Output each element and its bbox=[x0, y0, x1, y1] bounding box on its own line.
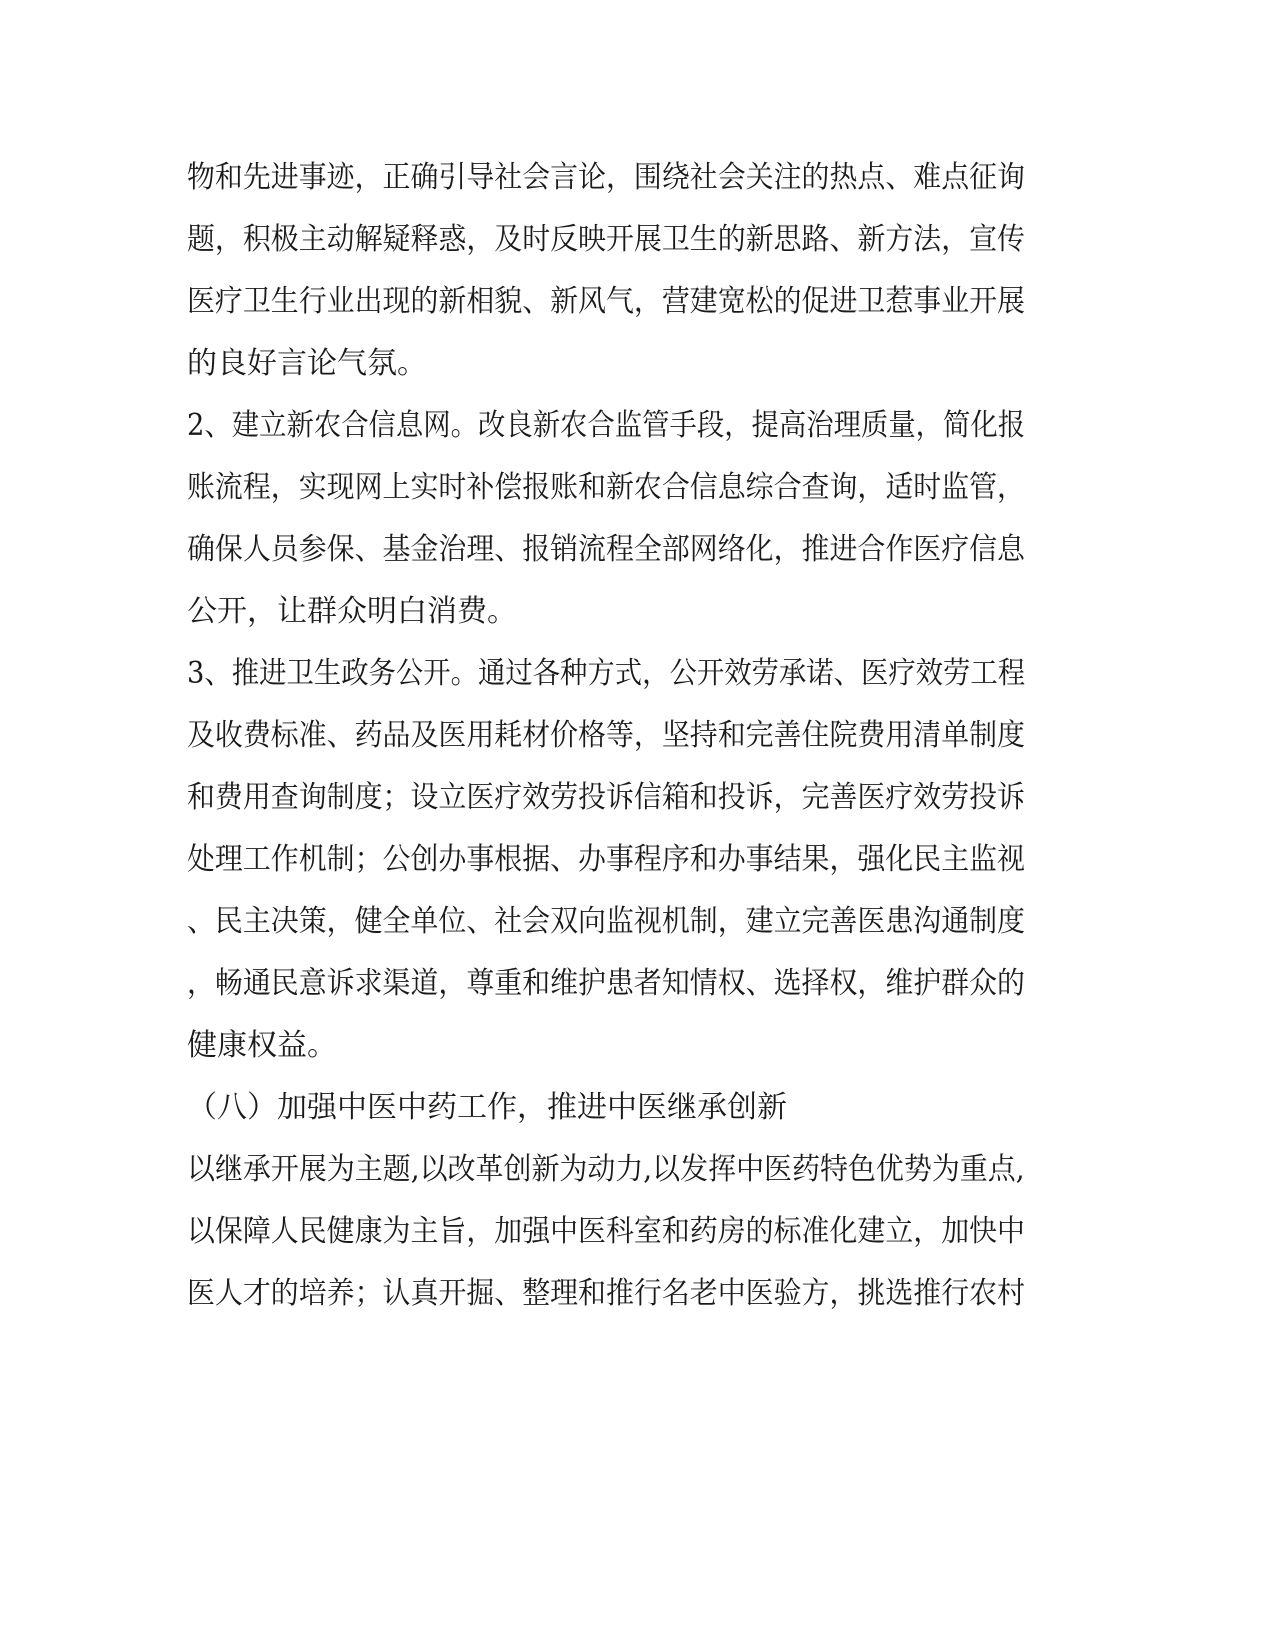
text-line: 的良好言论气氛。 bbox=[187, 346, 427, 381]
numbered-item-2: 2、建立新农合信息网。改良新农合监管手段，提高治理质量，简化报 bbox=[187, 408, 1026, 443]
text-line: 和费用查询制度；设立医疗效劳投诉信箱和投诉，完善医疗效劳投诉 bbox=[187, 780, 1025, 815]
text-line: ，畅通民意诉求渠道，尊重和维护患者知情权、选择权，维护群众的 bbox=[187, 966, 1025, 1001]
text-line: 健康权益。 bbox=[187, 1028, 337, 1063]
text-line: 处理工作机制；公创办事根据、办事程序和办事结果，强化民主监视 bbox=[187, 842, 1025, 877]
text-line: 及收费标准、药品及医用耗材价格等，坚持和完善住院费用清单制度 bbox=[187, 718, 1025, 753]
text-line: 以继承开展为主题,以改革创新为动力,以发挥中医药特色优势为重点, bbox=[187, 1152, 1025, 1187]
numbered-item-3: 3、推进卫生政务公开。通过各种方式，公开效劳承诺、医疗效劳工程 bbox=[187, 656, 1026, 691]
text-line: 医疗卫生行业出现的新相貌、新风气，营建宽松的促进卫惹事业开展 bbox=[187, 284, 1025, 319]
text-line: 以保障人民健康为主旨，加强中医科室和药房的标准化建立，加快中 bbox=[187, 1214, 1025, 1249]
section-heading: （八）加强中医中药工作，推进中医继承创新 bbox=[187, 1090, 787, 1125]
text-line: 医人才的培养；认真开掘、整理和推行名老中医验方，挑选推行农村 bbox=[187, 1276, 1025, 1311]
text-line: 公开，让群众明白消费。 bbox=[187, 594, 517, 629]
text-line: 物和先进事迹，正确引导社会言论，围绕社会关注的热点、难点征询 bbox=[187, 160, 1025, 195]
text-line: 题，积极主动解疑释惑，及时反映开展卫生的新思路、新方法，宣传 bbox=[187, 222, 1025, 257]
text-line: 确保人员参保、基金治理、报销流程全部网络化，推进合作医疗信息 bbox=[187, 532, 1025, 567]
text-line: 、民主决策，健全单位、社会双向监视机制，建立完善医患沟通制度 bbox=[187, 904, 1025, 939]
text-line: 账流程，实现网上实时补偿报账和新农合信息综合查询，适时监管， bbox=[187, 470, 1025, 505]
